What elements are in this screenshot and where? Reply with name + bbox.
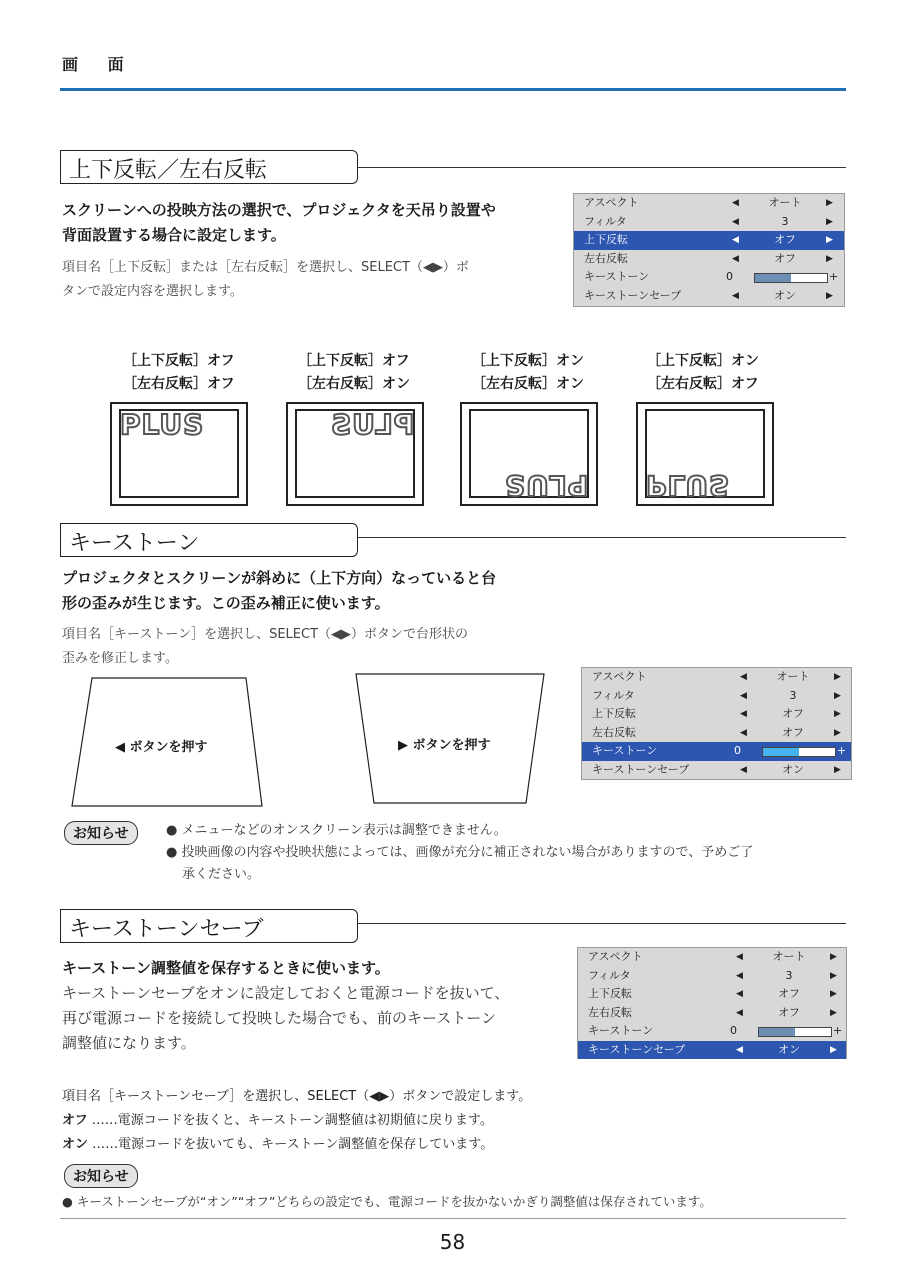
osd-menu-keystone-save: アスペクト ◀ オート ▶ フィルタ ◀ 3 ▶ 上下反転 ◀ オフ ▶ 左右反転 ◀ オフ ▶ キーストーン 0 + キーストーンセーブ ◀ オン ▶: [577, 947, 847, 1059]
plus-logo: PLUS: [329, 408, 414, 441]
left-button-label: ◀ ボタンを押す: [115, 740, 208, 755]
keystone-bar: [758, 1027, 832, 1037]
osd-menu-keystone: アスペクト ◀ オート ▶ フィルタ ◀ 3 ▶ 上下反転 ◀ オフ ▶ 左右反転 ◀ オフ ▶ キーストーン 0 + キーストーンセーブ ◀ オン ▶: [581, 667, 852, 780]
footer-rule: [60, 1218, 846, 1219]
plus-logo: PLUS: [503, 469, 588, 502]
menu-row-keystone-save: キーストーンセーブ ◀ オン ▶: [584, 288, 833, 302]
menu-row-keystone-save: キーストーンセーブ ◀ オン ▶: [578, 1041, 846, 1060]
lead-line: 背面設置する場合に設定します。: [62, 226, 286, 244]
section-title-keystone-save: [60, 909, 358, 943]
section2-lead: プロジェクタとスクリーンが斜めに（上下方向）なっていると台 形の歪みが生じます。この歪み補正に使います。: [62, 569, 497, 612]
section-title-keystone: [60, 523, 358, 557]
on-description: オン ……電源コードを抜いても、キーストーン調整値を保存しています。: [62, 1137, 494, 1152]
body-line: タンで設定内容を選択します。: [62, 284, 243, 299]
notice-badge: お知らせ: [64, 821, 138, 845]
keystone-bar: [762, 747, 836, 757]
keystone-fill: [759, 1028, 795, 1036]
keystone-bar: [754, 273, 828, 283]
osd-menu-flip: [573, 193, 845, 307]
section-rule: [358, 537, 846, 538]
menu-row-hflip: 左右反転 ◀ オフ ▶: [584, 251, 833, 265]
notice-text: ● キーストーンセーブが“オン”“オフ”どちらの設定でも、電源コードを抜かないかぎり調整値は保存されています。: [62, 1194, 712, 1209]
menu-row-vflip: 上下反転 ◀ オフ ▶: [574, 231, 844, 250]
header-rule: [60, 88, 846, 91]
notice-badge: お知らせ: [64, 1164, 138, 1188]
body-line: 項目名［上下反転］または［左右反転］を選択し、SELECT（◀▶）ボ: [62, 260, 469, 275]
menu-row-keystone: キーストーン 0 +: [582, 742, 851, 761]
plus-logo: PLUS: [120, 408, 205, 441]
screen-normal: [110, 402, 248, 506]
screen-both-flip: [460, 402, 598, 506]
lead-line: スクリーンへの投映方法の選択で、プロジェクタを天吊り設置や: [62, 201, 496, 219]
off-description: オフ ……電源コードを抜くと、キーストーン調整値は初期値に戻ります。: [62, 1113, 493, 1128]
keystone-fill: [755, 274, 791, 282]
menu-row-keystone: キーストーン 0 +: [584, 270, 839, 283]
section1-body: [62, 256, 562, 304]
section-title-flip: [60, 150, 358, 184]
section3-lead: キーストーン調整値を保存するときに使います。: [62, 959, 390, 977]
caption-1: ［上下反転］オフ ［左右反転］オフ: [123, 353, 235, 392]
plus-logo: PLUS: [646, 469, 731, 502]
section2-body: 項目名［キーストーン］を選択し、SELECT（◀▶）ボタンで台形状の 歪みを修正します。: [62, 627, 469, 666]
screen-hflip: [286, 402, 424, 506]
section-title-text: 上下反転／左右反転: [69, 158, 268, 183]
caption-3: ［上下反転］オン ［左右反転］オン: [472, 353, 584, 392]
page-header-title: 画 面: [62, 55, 136, 74]
notice-list: ● メニューなどのオンスクリーン表示は調整できません。 ● 投映画像の内容や投映状態によっては、画像が充分に補正されない場合がありますので、予めご了 承ください。: [166, 823, 754, 882]
right-button-label: ▶ ボタンを押す: [398, 738, 491, 753]
section1-lead: [62, 198, 562, 248]
section-rule: [358, 167, 846, 168]
keystone-fill: [763, 748, 799, 756]
section3-instruction: 項目名［キーストーンセーブ］を選択し、SELECT（◀▶）ボタンで設定します。: [62, 1089, 532, 1104]
screen-vflip: [636, 402, 774, 506]
section-title-text: キーストーン: [69, 531, 200, 556]
caption-4: ［上下反転］オン ［左右反転］オフ: [647, 353, 759, 392]
section3-body: キーストーンセーブをオンに設定しておくと電源コードを抜いて、 再び電源コードを接続して投映した場合でも、前のキーストーン 調整値になります。: [62, 984, 510, 1052]
section-title-text: キーストーンセーブ: [69, 917, 264, 942]
menu-row-aspect: アスペクト ◀ オート ▶: [584, 196, 833, 209]
caption-2: ［上下反転］オフ ［左右反転］オン: [298, 353, 410, 392]
menu-row-filter: フィルタ ◀ 3 ▶: [584, 214, 833, 228]
page-number: 58: [439, 1230, 466, 1254]
section-rule: [358, 923, 846, 924]
